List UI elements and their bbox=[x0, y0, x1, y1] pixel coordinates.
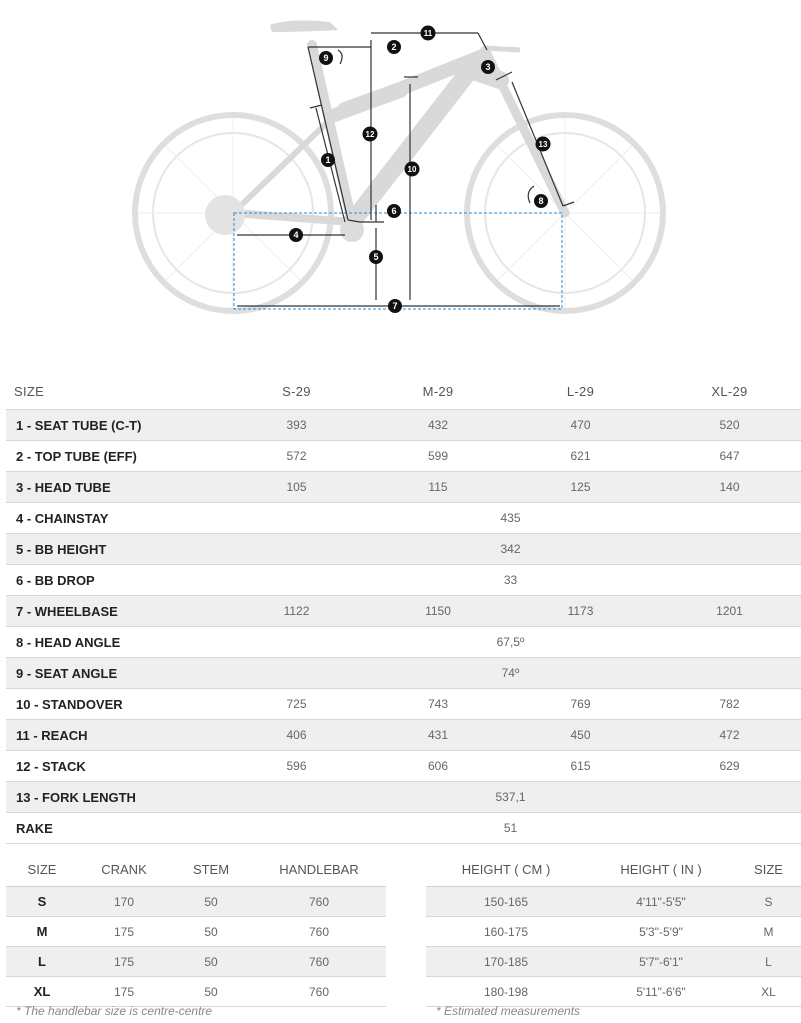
geometry-row bbox=[6, 441, 801, 472]
marker-7 bbox=[388, 299, 402, 313]
fit-header: HEIGHT ( CM ) bbox=[426, 852, 586, 887]
svg-text:12: 12 bbox=[365, 130, 375, 139]
fit-row-cell: 150-165 bbox=[426, 887, 586, 917]
estimate-note: * Estimated measurements bbox=[436, 1004, 581, 1018]
marker-8 bbox=[534, 194, 548, 208]
fit-row-cell: 5'7"-6'1" bbox=[586, 947, 736, 977]
geometry-row bbox=[6, 658, 801, 689]
size-column-header: S-29 bbox=[220, 374, 373, 410]
geometry-row bbox=[6, 782, 801, 813]
fit-header: HEIGHT ( IN ) bbox=[586, 852, 736, 887]
geometry-cell: 74º bbox=[220, 658, 801, 689]
geometry-cell: 621 bbox=[503, 441, 658, 472]
marker-12 bbox=[363, 127, 378, 142]
fit-row-cell: S bbox=[736, 887, 801, 917]
svg-text:5: 5 bbox=[373, 252, 379, 262]
components-row bbox=[6, 947, 386, 977]
geometry-table bbox=[6, 374, 801, 844]
markers bbox=[289, 26, 551, 314]
geometry-row-label: 4 - CHAINSTAY bbox=[6, 503, 220, 534]
fit-row-cell: XL bbox=[736, 977, 801, 1007]
components-row-cell: XL bbox=[6, 977, 78, 1007]
components-row bbox=[6, 977, 386, 1007]
geometry-row-label: 1 - SEAT TUBE (C-T) bbox=[6, 410, 220, 441]
geometry-row-label: 12 - STACK bbox=[6, 751, 220, 782]
components-row-cell: 170 bbox=[78, 887, 170, 917]
components-row-cell: 175 bbox=[78, 977, 170, 1007]
marker-3 bbox=[481, 60, 495, 74]
fit-header-row bbox=[426, 852, 801, 887]
size-column-header: M-29 bbox=[373, 374, 503, 410]
geometry-row bbox=[6, 689, 801, 720]
geometry-cell: 435 bbox=[220, 503, 801, 534]
fit-row bbox=[426, 917, 801, 947]
geometry-cell: 572 bbox=[220, 441, 373, 472]
components-header: STEM bbox=[170, 852, 252, 887]
components-row-cell: 50 bbox=[170, 887, 252, 917]
marker-13 bbox=[536, 137, 551, 152]
size-header: SIZE bbox=[6, 374, 220, 410]
handlebar-note: * The handlebar size is centre-centre bbox=[16, 1004, 213, 1018]
geometry-cell: 432 bbox=[373, 410, 503, 441]
geometry-cell: 125 bbox=[503, 472, 658, 503]
svg-text:13: 13 bbox=[538, 140, 548, 149]
geometry-row bbox=[6, 410, 801, 441]
geometry-cell: 140 bbox=[658, 472, 801, 503]
geometry-cell: 450 bbox=[503, 720, 658, 751]
geometry-row bbox=[6, 565, 801, 596]
svg-text:4: 4 bbox=[293, 230, 299, 240]
geometry-row bbox=[6, 627, 801, 658]
geometry-row-label: RAKE bbox=[6, 813, 220, 844]
geometry-cell: 470 bbox=[503, 410, 658, 441]
fit-row-cell: 5'3"-5'9" bbox=[586, 917, 736, 947]
geometry-row-label: 5 - BB HEIGHT bbox=[6, 534, 220, 565]
geometry-cell: 51 bbox=[220, 813, 801, 844]
components-row bbox=[6, 917, 386, 947]
fit-row bbox=[426, 977, 801, 1007]
fit-row-cell: L bbox=[736, 947, 801, 977]
components-row-cell: 50 bbox=[170, 917, 252, 947]
svg-text:1: 1 bbox=[325, 155, 331, 165]
geometry-cell: 1201 bbox=[658, 596, 801, 627]
svg-text:11: 11 bbox=[423, 29, 433, 38]
geometry-cell: 647 bbox=[658, 441, 801, 472]
components-row-cell: 50 bbox=[170, 947, 252, 977]
size-column-header: L-29 bbox=[503, 374, 658, 410]
components-header: HANDLEBAR bbox=[252, 852, 386, 887]
geometry-row-label: 8 - HEAD ANGLE bbox=[6, 627, 220, 658]
geometry-cell: 520 bbox=[658, 410, 801, 441]
geometry-cell: 1173 bbox=[503, 596, 658, 627]
bike-geometry-diagram bbox=[0, 0, 801, 340]
geometry-cell: 769 bbox=[503, 689, 658, 720]
geometry-cell: 406 bbox=[220, 720, 373, 751]
fit-header: SIZE bbox=[736, 852, 801, 887]
components-row-cell: 760 bbox=[252, 947, 386, 977]
fit-row-cell: 160-175 bbox=[426, 917, 586, 947]
components-row-cell: 175 bbox=[78, 917, 170, 947]
size-column-header: XL-29 bbox=[658, 374, 801, 410]
geometry-cell: 596 bbox=[220, 751, 373, 782]
svg-text:6: 6 bbox=[391, 206, 397, 216]
svg-text:2: 2 bbox=[391, 42, 397, 52]
svg-text:7: 7 bbox=[392, 301, 398, 311]
geometry-row bbox=[6, 720, 801, 751]
geometry-cell: 115 bbox=[373, 472, 503, 503]
components-row-cell: L bbox=[6, 947, 78, 977]
components-row-cell: 50 bbox=[170, 977, 252, 1007]
geometry-row bbox=[6, 813, 801, 844]
geometry-row-label: 2 - TOP TUBE (EFF) bbox=[6, 441, 220, 472]
geometry-cell: 67,5º bbox=[220, 627, 801, 658]
geometry-row bbox=[6, 596, 801, 627]
geometry-cell: 537,1 bbox=[220, 782, 801, 813]
geometry-cell: 599 bbox=[373, 441, 503, 472]
geometry-cell: 606 bbox=[373, 751, 503, 782]
geometry-row-label: 9 - SEAT ANGLE bbox=[6, 658, 220, 689]
geometry-row bbox=[6, 503, 801, 534]
marker-5 bbox=[369, 250, 383, 264]
marker-11 bbox=[421, 26, 436, 41]
svg-text:3: 3 bbox=[485, 62, 491, 72]
geometry-cell: 105 bbox=[220, 472, 373, 503]
marker-9 bbox=[319, 51, 333, 65]
geometry-row bbox=[6, 751, 801, 782]
geometry-cell: 1122 bbox=[220, 596, 373, 627]
geometry-row-label: 11 - REACH bbox=[6, 720, 220, 751]
fit-row-cell: M bbox=[736, 917, 801, 947]
components-header: CRANK bbox=[78, 852, 170, 887]
components-row-cell: S bbox=[6, 887, 78, 917]
geometry-row-label: 13 - FORK LENGTH bbox=[6, 782, 220, 813]
fit-table bbox=[426, 852, 801, 1007]
geometry-cell: 33 bbox=[220, 565, 801, 596]
components-row-cell: M bbox=[6, 917, 78, 947]
geometry-row-label: 3 - HEAD TUBE bbox=[6, 472, 220, 503]
components-row bbox=[6, 887, 386, 917]
svg-text:8: 8 bbox=[538, 196, 544, 206]
components-header: SIZE bbox=[6, 852, 78, 887]
svg-text:9: 9 bbox=[323, 53, 329, 63]
geometry-row-label: 10 - STANDOVER bbox=[6, 689, 220, 720]
geometry-cell: 629 bbox=[658, 751, 801, 782]
marker-6 bbox=[387, 204, 401, 218]
geometry-cell: 431 bbox=[373, 720, 503, 751]
fit-row-cell: 170-185 bbox=[426, 947, 586, 977]
geometry-cell: 615 bbox=[503, 751, 658, 782]
components-table bbox=[6, 852, 386, 1007]
marker-10 bbox=[405, 162, 420, 177]
components-header-row bbox=[6, 852, 386, 887]
geometry-cell: 342 bbox=[220, 534, 801, 565]
marker-1 bbox=[321, 153, 335, 167]
geometry-cell: 393 bbox=[220, 410, 373, 441]
geometry-cell: 725 bbox=[220, 689, 373, 720]
geometry-row bbox=[6, 534, 801, 565]
geometry-cell: 782 bbox=[658, 689, 801, 720]
svg-text:10: 10 bbox=[407, 165, 417, 174]
fit-row bbox=[426, 887, 801, 917]
components-row-cell: 175 bbox=[78, 947, 170, 977]
fit-row-cell: 4'11"-5'5" bbox=[586, 887, 736, 917]
geometry-header-row bbox=[6, 374, 801, 410]
fit-row bbox=[426, 947, 801, 977]
geometry-cell: 1150 bbox=[373, 596, 503, 627]
geometry-cell: 472 bbox=[658, 720, 801, 751]
geometry-row-label: 7 - WHEELBASE bbox=[6, 596, 220, 627]
fit-row-cell: 180-198 bbox=[426, 977, 586, 1007]
geometry-cell: 743 bbox=[373, 689, 503, 720]
marker-2 bbox=[387, 40, 401, 54]
fit-row-cell: 5'11"-6'6" bbox=[586, 977, 736, 1007]
geometry-row bbox=[6, 472, 801, 503]
geometry-row-label: 6 - BB DROP bbox=[6, 565, 220, 596]
bike-silhouette bbox=[135, 21, 663, 311]
components-row-cell: 760 bbox=[252, 917, 386, 947]
marker-4 bbox=[289, 228, 303, 242]
components-row-cell: 760 bbox=[252, 887, 386, 917]
components-row-cell: 760 bbox=[252, 977, 386, 1007]
